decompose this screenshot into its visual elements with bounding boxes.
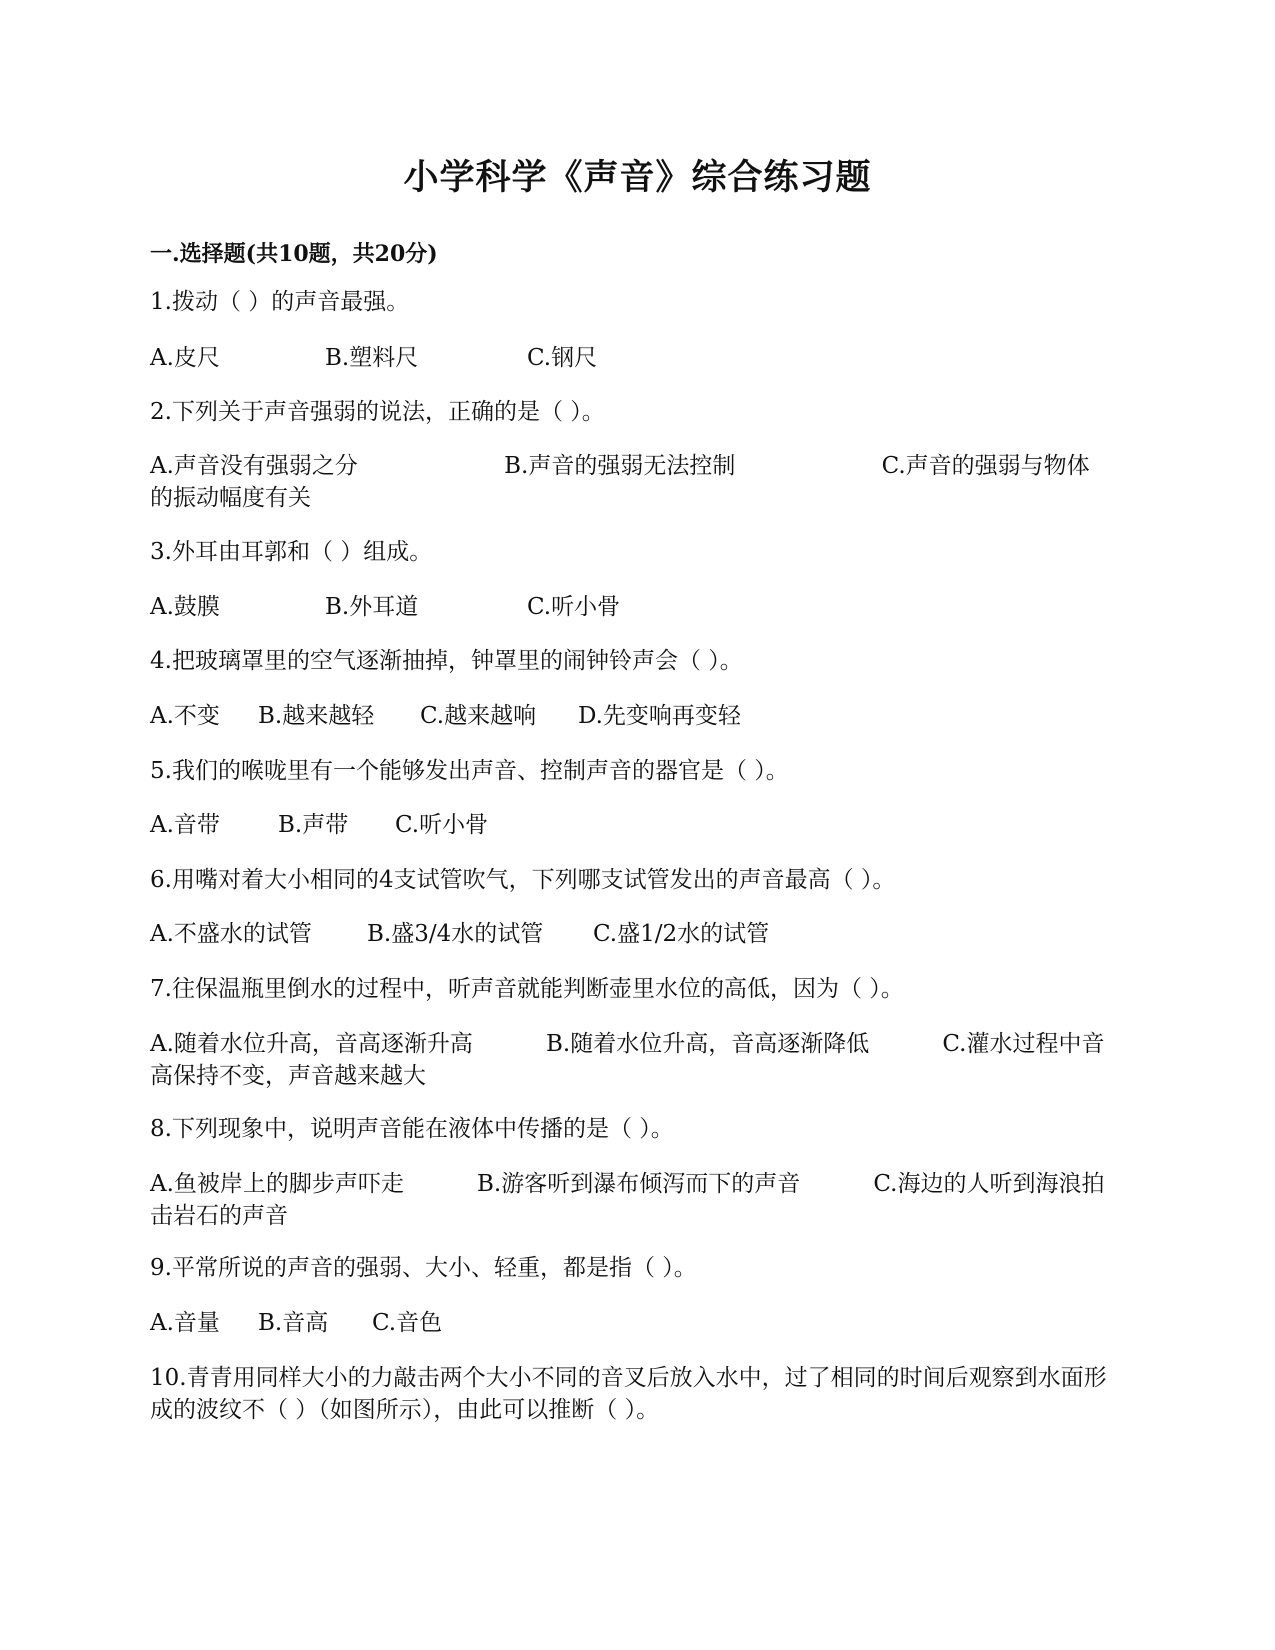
question-5-option-c: C.听小骨 — [395, 812, 489, 838]
question-4-option-a: A.不变 — [150, 703, 220, 729]
question-1-stem: 1.拨动（ ）的声音最强。 — [150, 289, 410, 315]
question-6-option-b: B.盛3/4水的试管 — [367, 921, 544, 947]
question-3-option-c: C.听小骨 — [527, 594, 621, 620]
question-3-stem: 3.外耳由耳郭和（ ）组成。 — [150, 539, 433, 565]
question-4-option-b: B.越来越轻 — [258, 703, 375, 729]
question-5-option-a: A.音带 — [150, 812, 220, 838]
question-9-option-a: A.音量 — [150, 1310, 220, 1336]
question-6-option-a: A.不盛水的试管 — [150, 921, 312, 947]
question-5-option-b: B.声带 — [278, 812, 349, 838]
question-8-stem: 8.下列现象中，说明声音能在液体中传播的是（ ）。 — [150, 1116, 674, 1142]
question-9-option-b: B.音高 — [258, 1310, 329, 1336]
question-7-options: A.随着水位升高，音高逐渐升高 B.随着水位升高，音高逐渐降低 C.灌水过程中音高保持不变，声音越来越大 — [150, 1031, 1105, 1089]
question-3-option-a: A.鼓膜 — [150, 594, 220, 620]
question-1-option-a: A.皮尺 — [150, 345, 220, 371]
question-4-stem: 4.把玻璃罩里的空气逐渐抽掉，钟罩里的闹钟铃声会（ ）。 — [150, 648, 743, 674]
question-8-options: A.鱼被岸上的脚步声吓走 B.游客听到瀑布倾泻而下的声音 C.海边的人听到海浪拍击岩石的声音 — [150, 1171, 1105, 1229]
question-9-option-c: C.音色 — [372, 1310, 443, 1336]
question-4-option-c: C.越来越响 — [420, 703, 537, 729]
question-6-option-c: C.盛1/2水的试管 — [593, 921, 770, 947]
section-heading: 一.选择题(共10题，共20分) — [150, 241, 438, 267]
question-1-option-c: C.钢尺 — [527, 345, 598, 371]
question-6-stem: 6.用嘴对着大小相同的4支试管吹气，下列哪支试管发出的声音最高（ ）。 — [150, 867, 896, 893]
question-2-stem: 2.下列关于声音强弱的说法，正确的是（ ）。 — [150, 399, 605, 425]
question-9-stem: 9.平常所说的声音的强弱、大小、轻重，都是指（ ）。 — [150, 1255, 697, 1281]
question-2-options: A.声音没有强弱之分 B.声音的强弱无法控制 C.声音的强弱与物体的振动幅度有关 — [150, 453, 1090, 511]
question-1-option-b: B.塑料尺 — [325, 345, 419, 371]
question-5-stem: 5.我们的喉咙里有一个能够发出声音、控制声音的器官是（ ）。 — [150, 758, 789, 784]
question-3-option-b: B.外耳道 — [325, 594, 419, 620]
question-7-stem: 7.往保温瓶里倒水的过程中，听声音就能判断壶里水位的高低，因为（ ）。 — [150, 976, 904, 1002]
page-title: 小学科学《声音》综合练习题 — [403, 157, 872, 198]
question-10-stem: 10.青青用同样大小的力敲击两个大小不同的音叉后放入水中，过了相同的时间后观察到水面形成的波纹不（ ）（如图所示），由此可以推断（ ）。 — [150, 1365, 1107, 1423]
question-4-option-d: D.先变响再变轻 — [578, 703, 741, 729]
